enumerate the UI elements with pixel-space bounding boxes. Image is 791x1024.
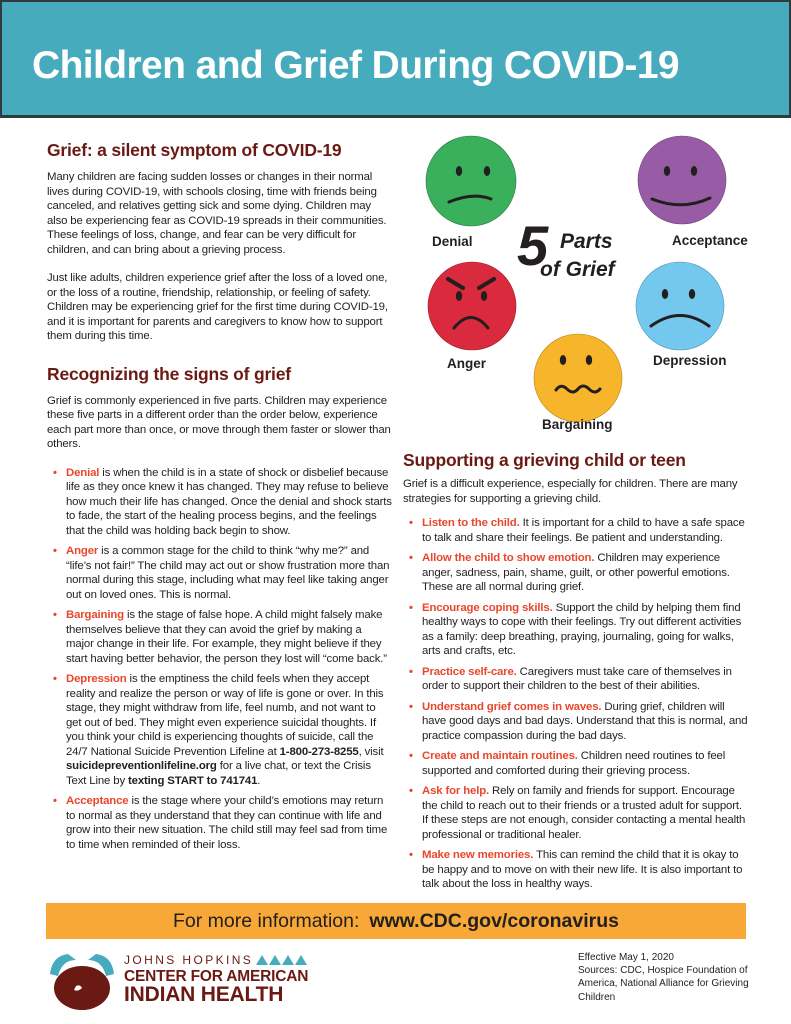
- item-text: is the stage of false hope. A child might falsely make themselves believe that they can avoid the grief by making a major change in their life. For example, they might believe if they start having better behavior, the person they lost will “come back.”: [66, 609, 387, 665]
- list-item: [409, 551, 748, 595]
- family-embrace-icon: [46, 950, 118, 1012]
- logo-line-2: CENTER FOR AMERICAN: [124, 968, 309, 985]
- list-item: [409, 848, 748, 892]
- item-text: , visit: [358, 745, 384, 758]
- signs-intro: Grief is commonly experienced in five parts. Children may experience these five parts in a different order than the order below, experience each part more than once, or move through them faster or slower than others.: [47, 394, 391, 450]
- effective-date: Effective May 1, 2020: [578, 952, 674, 963]
- term: Listen to the child.: [422, 517, 520, 529]
- intro-paragraph-1: Many children are facing sudden losses or changes in their normal lives during COVID-19, with schools closing, time with friends being canceled, and relatives getting sick and some dying. Children may also be experiencing fear as COVID-19 spreads in their communities. These feelings of loss, change, and fear can be very difficult for children, and can bring about a grieving process.: [47, 171, 387, 256]
- list-item: [53, 544, 392, 602]
- bullet-icon: •: [53, 545, 57, 557]
- list-item: [409, 784, 748, 842]
- list-item: [409, 749, 748, 778]
- right-column: [403, 450, 748, 898]
- list-item: [409, 700, 748, 744]
- denial-label: Denial: [432, 234, 473, 249]
- item-text: is the stage where your child’s emotions may return to normal as they understand that they can continue with life and grow into their new situation. The child still may feel sad from time to time when reminded of their loss.: [66, 795, 388, 851]
- item-text: It is important for a child to have a safe space to talk and share their feelings. Be patient and understanding.: [422, 517, 745, 544]
- depression-label: Depression: [653, 353, 727, 368]
- item-text: is when the child is in a state of shock or disbelief because life as they once knew it has changed. They may refuse to believe how much their life has changed. Once the denial and shock starts to fade, the start of the healing process begins, and the feelings that the child was holding back begin to show.: [66, 466, 392, 537]
- info-label: For more information:: [173, 909, 360, 932]
- bullet-icon: •: [409, 552, 413, 564]
- bullet-icon: •: [53, 673, 57, 685]
- anger-face-icon: [427, 261, 517, 351]
- bullet-icon: •: [409, 785, 413, 797]
- denial-face-icon: [425, 135, 517, 227]
- sources-block: [578, 951, 778, 1004]
- logo-triangles-icon: [256, 955, 307, 965]
- list-item: [409, 601, 748, 659]
- term: Ask for help.: [422, 785, 490, 797]
- signs-list: [53, 466, 392, 853]
- bullet-icon: •: [409, 601, 413, 614]
- item-text: Children may experience anger, sadness, pain, shame, guilt, or other powerful emotions. These are all normal during grief.: [422, 552, 730, 593]
- bullet-icon: •: [53, 795, 57, 807]
- list-item: [53, 608, 392, 666]
- item-text: is a common stage for the child to think “why me?” and “life’s not fair!” The child may act out or show frustration more than normal during this stage, including what may feel like taking anger out on loved ones. This is normal.: [66, 545, 390, 601]
- bullet-icon: •: [409, 750, 413, 762]
- of-grief-text: of Grief: [540, 258, 615, 281]
- item-text: Caregivers must take care of themselves in order to support their children to the best of their abilities.: [422, 665, 732, 692]
- term: Practice self-care.: [422, 665, 517, 678]
- depression-face-icon: [635, 261, 725, 351]
- bargaining-label: Bargaining: [542, 417, 613, 432]
- support-list: [409, 516, 748, 892]
- bullet-icon: •: [409, 700, 413, 713]
- bullet-icon: •: [53, 609, 57, 621]
- acceptance-label: Acceptance: [672, 233, 748, 248]
- support-intro: Grief is a difficult experience, especially for children. There are many strategies for supporting a grieving child.: [403, 478, 738, 505]
- sources-text: Sources: CDC, Hospice Foundation of America, National Alliance for Grieving Children: [578, 965, 749, 1003]
- item-text: Rely on family and friends for support. Encourage the child to reach out to their friends or a trusted adult for support. If these steps are not enough, consider contacting a mental health professional or traditional healer.: [422, 785, 746, 841]
- anger-label: Anger: [447, 356, 487, 371]
- list-item: [409, 516, 748, 545]
- bullet-icon: •: [409, 849, 413, 861]
- support-heading: Supporting a grieving child or teen: [403, 450, 686, 470]
- logo-line-3: INDIAN HEALTH: [124, 983, 284, 1006]
- item-text: This can remind the child that it is okay to be happy and to move on with their new life. It is also important to talk about the loss in healthy ways.: [422, 849, 743, 890]
- title-banner: [0, 0, 791, 118]
- bargaining-face-icon: [533, 333, 623, 423]
- cdc-link[interactable]: www.CDC.gov/coronavirus: [369, 909, 619, 932]
- left-column: [47, 140, 392, 858]
- list-item: [53, 794, 392, 852]
- intro-heading: Grief: a silent symptom of COVID-19: [47, 140, 342, 160]
- term: Allow the child to show emotion.: [422, 552, 595, 564]
- term: Depression: [66, 673, 127, 685]
- item-text: for a live chat, or text the Crisis Text Line by: [66, 760, 371, 787]
- acceptance-face-icon: [637, 135, 727, 225]
- more-info-bar: [46, 903, 746, 939]
- term: Make new memories.: [422, 849, 534, 861]
- bullet-icon: •: [409, 517, 413, 529]
- bullet-icon: •: [409, 665, 413, 678]
- item-text: is the emptiness the child feels when they accept reality and realize the person or way of life is gone or over. In this stage, they might withdraw from life, feel numb, and not want to get out of bed. They might even experience suicidal thoughts. If you think your child is experiencing thoughts of suicide, call the 24/7 National Suicide Prevention Lifeline at: [66, 673, 384, 758]
- item-text: Support the child by helping them find healthy ways to cope with their feelings. Try out different activities as a family: deep breathing, praying, journaling, going for walks, arts and crafts, etc.: [422, 601, 742, 657]
- lifeline-phone[interactable]: 1-800-273-8255: [279, 745, 359, 758]
- list-item: [409, 665, 748, 694]
- term: Encourage coping skills.: [422, 601, 553, 614]
- intro-paragraph-2: Just like adults, children experience grief after the loss of a loved one, or the loss of a routine, friendship, relationship, or feeling of safety. Children may be experiencing grief for the first time during COVID-19, and it is important for parents and caregivers to know how to support them during this time.: [47, 272, 388, 342]
- item-text: Children need routines to feel supported and comforted during their grieving process.: [422, 750, 726, 777]
- term: Bargaining: [66, 609, 124, 621]
- page-title: Children and Grief During COVID-19: [32, 44, 679, 87]
- jhu-caih-logo: [46, 950, 316, 1010]
- term: Acceptance: [66, 795, 129, 807]
- list-item: [53, 672, 392, 788]
- bullet-icon: •: [53, 466, 57, 479]
- five-parts-graphic: [400, 130, 791, 440]
- term: Create and maintain routines.: [422, 750, 578, 762]
- term: Denial: [66, 466, 100, 479]
- lifeline-site-link[interactable]: suicidepreventionlifeline.org: [66, 760, 217, 772]
- five-number: 5: [517, 214, 549, 277]
- item-text: During grief, children will have good days and bad days. Understand that this is normal, and practice compassion during the bad days.: [422, 700, 748, 742]
- item-text: .: [257, 774, 261, 787]
- term: Understand grief comes in waves.: [422, 700, 602, 713]
- logo-line-1: JOHNS HOPKINS: [124, 953, 254, 967]
- signs-heading: Recognizing the signs of grief: [47, 363, 291, 384]
- list-item: [53, 466, 392, 539]
- term: Anger: [66, 545, 99, 557]
- parts-text: Parts: [560, 230, 613, 253]
- crisis-text-line: texting START to 741741: [128, 774, 258, 787]
